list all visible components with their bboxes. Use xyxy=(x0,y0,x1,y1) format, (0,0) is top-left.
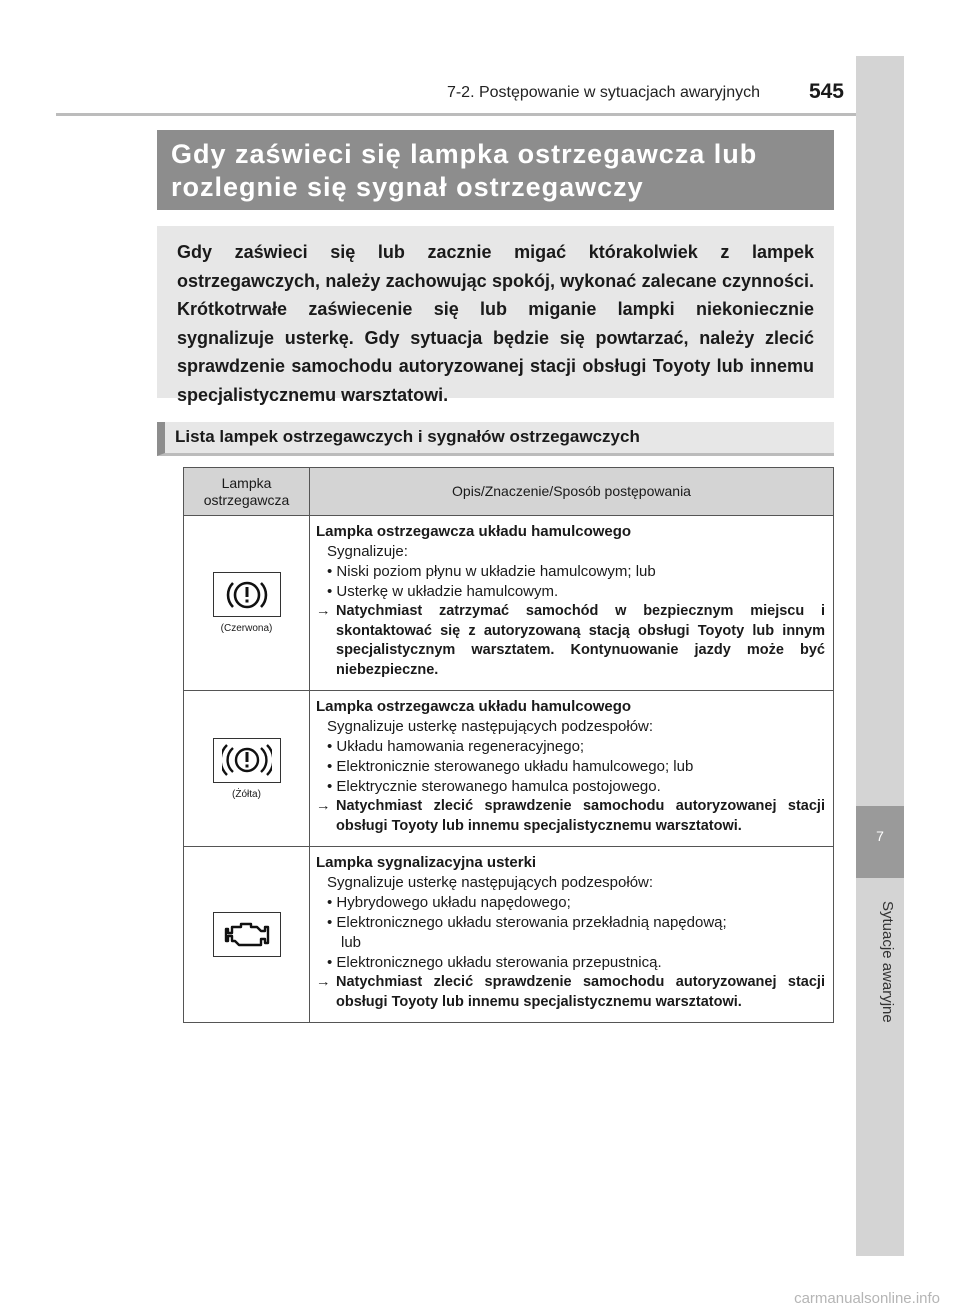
col-header-lamp-line1: Lampka xyxy=(221,474,272,491)
signals-text: Sygnalizuje: xyxy=(327,543,408,560)
list-item: • Elektronicznego układu sterowania przepustnicą. xyxy=(327,954,662,971)
brake-warning-icon xyxy=(213,572,281,617)
lamp-name: Lampka ostrzegawcza układu hamulcowego xyxy=(316,698,632,715)
action-instruction xyxy=(316,973,825,1012)
lamp-name: Lampka sygnalizacyjna usterki xyxy=(316,854,537,871)
col-header-lamp-line2: ostrzegawcza xyxy=(203,491,290,508)
lamp-color-caption: (Czerwona) xyxy=(220,623,273,634)
table-row xyxy=(184,847,834,1023)
warning-lamps-table xyxy=(183,467,834,1023)
action-instruction xyxy=(316,602,825,680)
watermark: carmanualsonline.info xyxy=(794,1290,940,1307)
col-header-lamp xyxy=(184,468,310,516)
intro-text: Gdy zaświeci się lub zacznie migać którakolwiek z lampek ostrzegawczych, należy zachowując spokój, wykonać zalecane czynności. Krótkotrwałe zaświecenie się lub miganie lampki niekoniecznie sygnalizuje usterkę. Gdy sytuacja będzie się powtarzać, należy zlecić sprawdzenie samochodu autoryzowanej stacji obsługi Toyoty lub innemu specjalistycznemu warsztatowi. xyxy=(177,242,814,405)
brake-system-warning-icon xyxy=(213,738,281,783)
lamp-description xyxy=(310,691,834,847)
lamp-icon-cell xyxy=(184,691,310,847)
check-engine-icon xyxy=(213,912,281,957)
action-text: Natychmiast zatrzymać samochód w bezpiecznym miejscu i skontaktować się z autoryzowaną stacją obsługi Toyoty lub innym specjalistycznym warsztatem. Kontynuowanie jazdy może być niebezpieczne. xyxy=(336,603,825,678)
arrow-icon: → xyxy=(316,798,331,814)
lamp-name: Lampka ostrzegawcza układu hamulcowego xyxy=(316,523,632,540)
list-item: • Niski poziom płynu w układzie hamulcowym; lub xyxy=(327,563,656,580)
col-header-description: Opis/Znaczenie/Sposób postępowania xyxy=(310,468,834,516)
chapter-number: 7 xyxy=(876,828,884,844)
table-row xyxy=(184,516,834,691)
table-row xyxy=(184,691,834,847)
page-title-line1: Gdy zaświeci się lampka ostrzegawcza lub xyxy=(171,139,758,169)
chapter-side-tab xyxy=(856,56,904,1256)
page-number: 545 xyxy=(808,80,844,103)
arrow-icon: → xyxy=(316,603,331,619)
intro-box xyxy=(157,226,834,405)
lamp-color-caption: (Żółta) xyxy=(232,788,261,800)
subheading-box xyxy=(157,422,834,456)
page-header xyxy=(56,80,856,116)
page-title-box xyxy=(157,130,834,210)
list-item: • Hybrydowego układu napędowego; xyxy=(327,894,571,911)
lamp-description xyxy=(310,516,834,691)
table-header-row xyxy=(184,468,834,516)
action-instruction xyxy=(316,797,825,836)
lamp-icon-cell xyxy=(184,847,310,1023)
list-item: • Usterkę w układzie hamulcowym. xyxy=(327,583,559,600)
list-item-continuation: lub xyxy=(341,934,362,951)
list-item: • Układu hamowania regeneracyjnego; xyxy=(327,738,585,755)
action-text: Natychmiast zlecić sprawdzenie samochodu autoryzowanej stacji obsługi Toyoty lub innemu specjalistycznemu warsztatowi. xyxy=(336,798,825,834)
signals-text: Sygnalizuje usterkę następujących podzespołów: xyxy=(327,718,654,735)
page-title-line2: rozlegnie się sygnał ostrzegawczy xyxy=(171,172,644,202)
chapter-title: Sytuacje awaryjne xyxy=(879,901,896,1023)
list-item: • Elektronicznie sterowanego układu hamulcowego; lub xyxy=(327,758,694,775)
list-item: • Elektrycznie sterowanego hamulca postojowego. xyxy=(327,778,661,795)
arrow-icon: → xyxy=(316,974,331,990)
lamp-description xyxy=(310,847,834,1023)
signals-text: Sygnalizuje usterkę następujących podzespołów: xyxy=(327,874,654,891)
subheading: Lista lampek ostrzegawczych i sygnałów ostrzegawczych xyxy=(175,427,640,446)
lamp-icon-cell xyxy=(184,516,310,691)
section-title: 7-2. Postępowanie w sytuacjach awaryjnych xyxy=(446,84,760,101)
action-text: Natychmiast zlecić sprawdzenie samochodu autoryzowanej stacji obsługi Toyoty lub innemu specjalistycznemu warsztatowi. xyxy=(336,974,825,1010)
list-item: • Elektronicznego układu sterowania przekładnią napędową; xyxy=(327,914,727,931)
